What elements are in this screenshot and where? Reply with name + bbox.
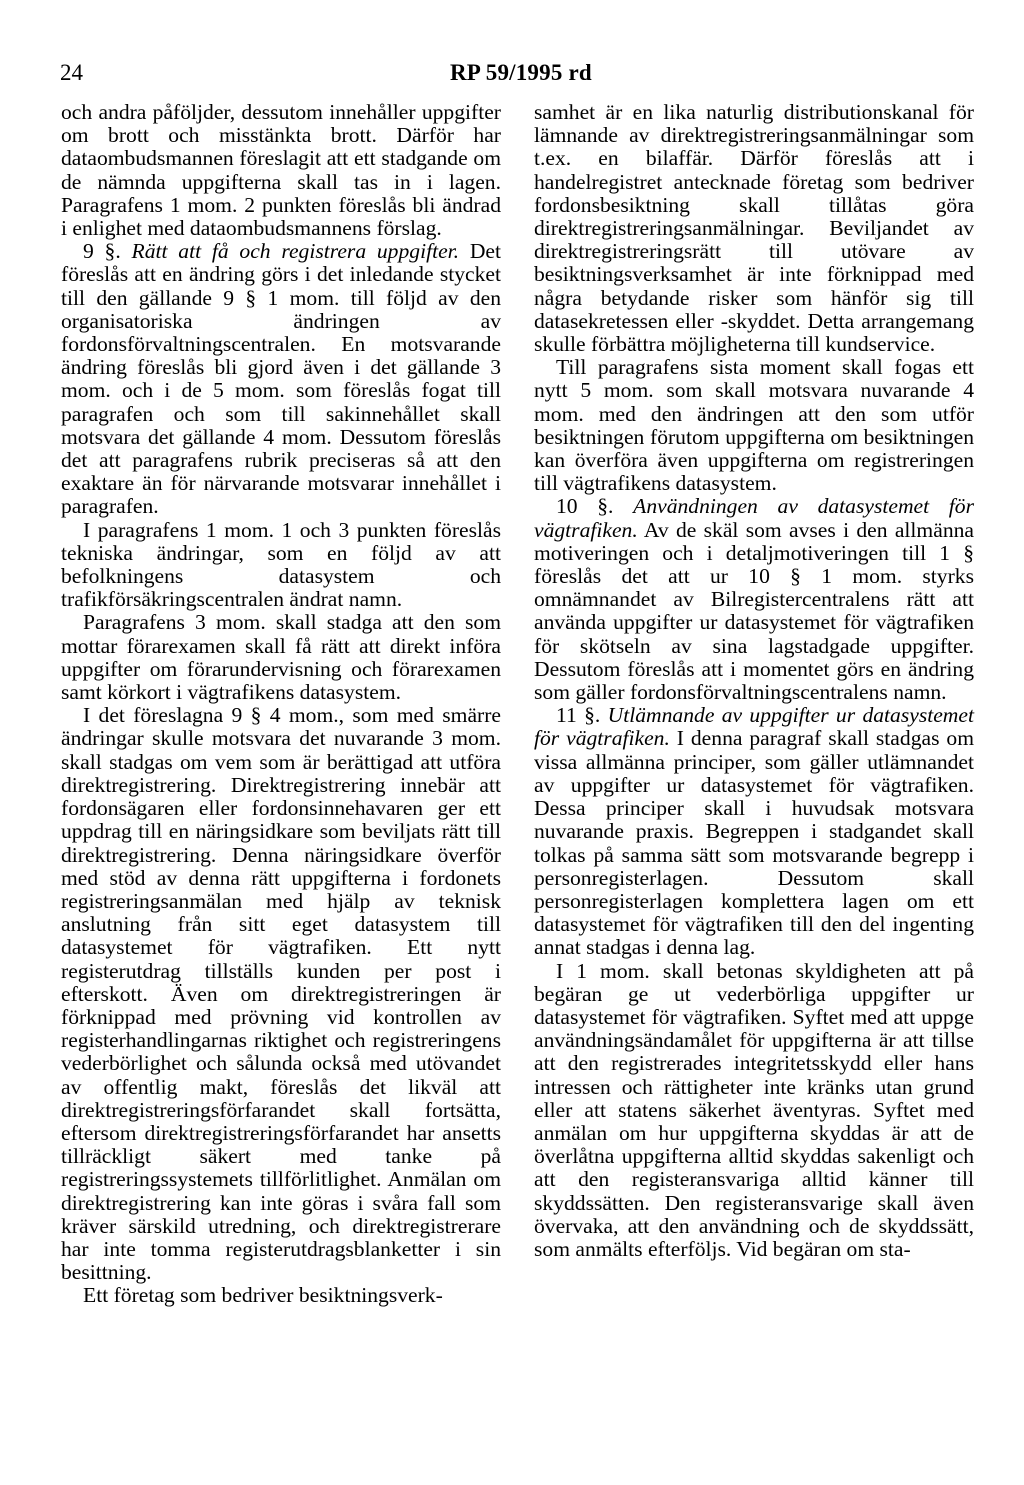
- section-number: 9 §.: [83, 239, 132, 264]
- paragraph-text: I det föreslagna 9 § 4 mom., som med smärre ändringar skulle motsvara det nuvarande 3 mom. skall stadgas om vem som är berättigad att utföra direktregistrering. Direktregistrering innebär att fordonsägaren eller fordonsinnehavaren ger ett uppdrag till en näringsidkare som beviljats rätt till direktregistrering. Denna näringsidkare överför med stöd av denna rätt uppgifterna i fordonets registreringsanmälan med hjälp av teknisk anslutning från sitt eget datasystem till datasystemet för vägtrafiken. Ett nytt registerutdrag tillställs kunden per post i efterskott. Även om direktregistreringen är förknippad med prövning vid kontrollen av registerhandlingarnas riktighet och registreringens vederbörlighet och sålunda också med utövandet av offentlig makt, föreslås det likväl att direktregistreringsförfarandet skall fortsätta, eftersom direktregistreringsförfarandet har ansetts tillräckligt säkert med tanke på registreringssystemets tillförlitlighet. Anmälan om direktregistrering kan inte göras i svåra fall som kräver särskild utredning, och direktregistrerare har inte tomma registerutdragsblanketter i sin besittning.: [61, 703, 501, 1285]
- section-10-paragraph: [534, 495, 974, 704]
- section-title: Användningen av datasystemet för vägtrafiken.: [534, 494, 974, 542]
- paragraph-text: Ett företag som bedriver besiktningsverk-: [83, 1283, 443, 1308]
- section-9-paragraph: [61, 240, 501, 518]
- page-number: 24: [60, 60, 83, 85]
- paragraph: [61, 519, 501, 612]
- paragraph: [61, 1284, 501, 1307]
- paragraph-text: Till paragrafens sista moment skall fogas ett nytt 5 mom. som skall motsvara nuvarande 4 mom. med den ändringen att den som utför besiktningen förutom uppgifterna om besiktningen kan överföra även uppgifterna om registreringen till vägtrafikens datasystem.: [534, 355, 974, 496]
- section-title: Rätt att få och registrera uppgifter.: [131, 239, 460, 264]
- paragraph: [61, 611, 501, 704]
- section-title: Utlämnande av uppgifter ur datasystemet för vägtrafiken.: [534, 703, 974, 751]
- paragraph: [61, 704, 501, 1284]
- paragraph: [534, 101, 974, 356]
- paragraph: [61, 101, 501, 240]
- paragraph-text: Av de skäl som avses i den allmänna motiveringen och i detaljmotiveringen till 1 § föreslås det att ur 10 § 1 mom. styrks omnämnandet av Bilregistercentralens rätt att använda uppgifter ur datasystemet för vägtrafiken för skötseln av sina lagstadgade uppgifter. Dessutom föreslås att i momentet görs en ändring som gäller fordonsförvaltningscentralens namn.: [534, 517, 974, 705]
- section-11-paragraph: [534, 704, 974, 959]
- paragraph-text: Paragrafens 3 mom. skall stadga att den som mottar förarexamen skall få rätt att direkt införa uppgifter om förarundervisning och förarexamen samt körkort i vägtrafikens datasystem.: [61, 610, 501, 705]
- right-text-column: [534, 101, 974, 1261]
- paragraph-text: I denna paragraf skall stadgas om vissa allmänna principer, som gäller utlämnandet av uppgifter ur datasystemet för vägtrafiken. Dessa principer skall i huvudsak motsvara nuvarande praxis. Begreppen i stadgandet skall tolkas på samma sätt som motsvarande begrepp i personregisterlagen. Dessutom skall personregisterlagen komplettera lagen om ett datasystemet för vägtrafiken till den del ingenting annat stadgas i denna lag.: [534, 726, 974, 960]
- paragraph-text: och andra påföljder, dessutom innehåller uppgifter om brott och misstänkta brott. Därför har dataombudsmannen föreslagit att ett stadgande om de nämnda uppgifterna skall tas in i lagen. Paragrafens 1 mom. 2 punkten föreslås bli ändrad i enlighet med dataombudsmannens förslag.: [61, 100, 501, 241]
- paragraph: [534, 960, 974, 1262]
- left-text-column: [61, 101, 501, 1308]
- paragraph-text: samhet är en lika naturlig distributionskanal för lämnande av direktregistreringsanmälningar som t.ex. en bilaffär. Därför föreslås att i handelregistret antecknade företag som bedriver fordonsbesiktning skall tillåtas göra direktregistreringsanmälningar. Beviljandet av direktregistreringsrätt till utövare av besiktningsverksamhet är inte förknippad med några betydande risker som hänför sig till datasekretessen eller -skyddet. Detta arrangemang skulle förbättra möjligheterna till kundservice.: [534, 100, 974, 357]
- section-number: 11 §.: [556, 703, 608, 728]
- running-title: RP 59/1995 rd: [450, 60, 592, 85]
- paragraph-text: I paragrafens 1 mom. 1 och 3 punkten föreslås tekniska ändringar, som en följd av att befolkningens datasystem och trafikförsäkringscentralen ändrat namn.: [61, 517, 501, 612]
- paragraph-text: I 1 mom. skall betonas skyldigheten att på begäran ge ut vederbörliga uppgifter ur datasystemet för vägtrafiken. Syftet med att uppge användningsändamålet för uppgifterna är att tillse att den registrerades integritetsskydd eller hans intressen och rättigheter inte kränks utan grund eller att statens säkerhet äventyras. Syftet med anmälan om hur uppgifterna skyddas är att de överlåtna uppgifterna alltid skyddas sakenligt och att den registeransvariga alltid känner till skyddssätten. Den registeransvarige skall även övervaka, att den användning och de skyddssätt, som anmälts efterföljs. Vid begäran om sta-: [534, 958, 974, 1261]
- paragraph-text: Det föreslås att en ändring görs i det inledande stycket till den gällande 9 § 1 mom. till följd av den organisatoriska ändringen av fordonsförvaltningscentralen. En motsvarande ändring föreslås bli gjord även i det gällande 3 mom. och i de 5 mom. som föreslås fogat till paragrafen och som till sakinnehållet skall motsvara det gällande 4 mom. Dessutom föreslås det att paragrafens rubrik preciseras så att den exaktare än för närvarande motsvarar innehållet i paragrafen.: [61, 239, 502, 519]
- section-number: 10 §.: [556, 494, 634, 519]
- paragraph: [534, 356, 974, 495]
